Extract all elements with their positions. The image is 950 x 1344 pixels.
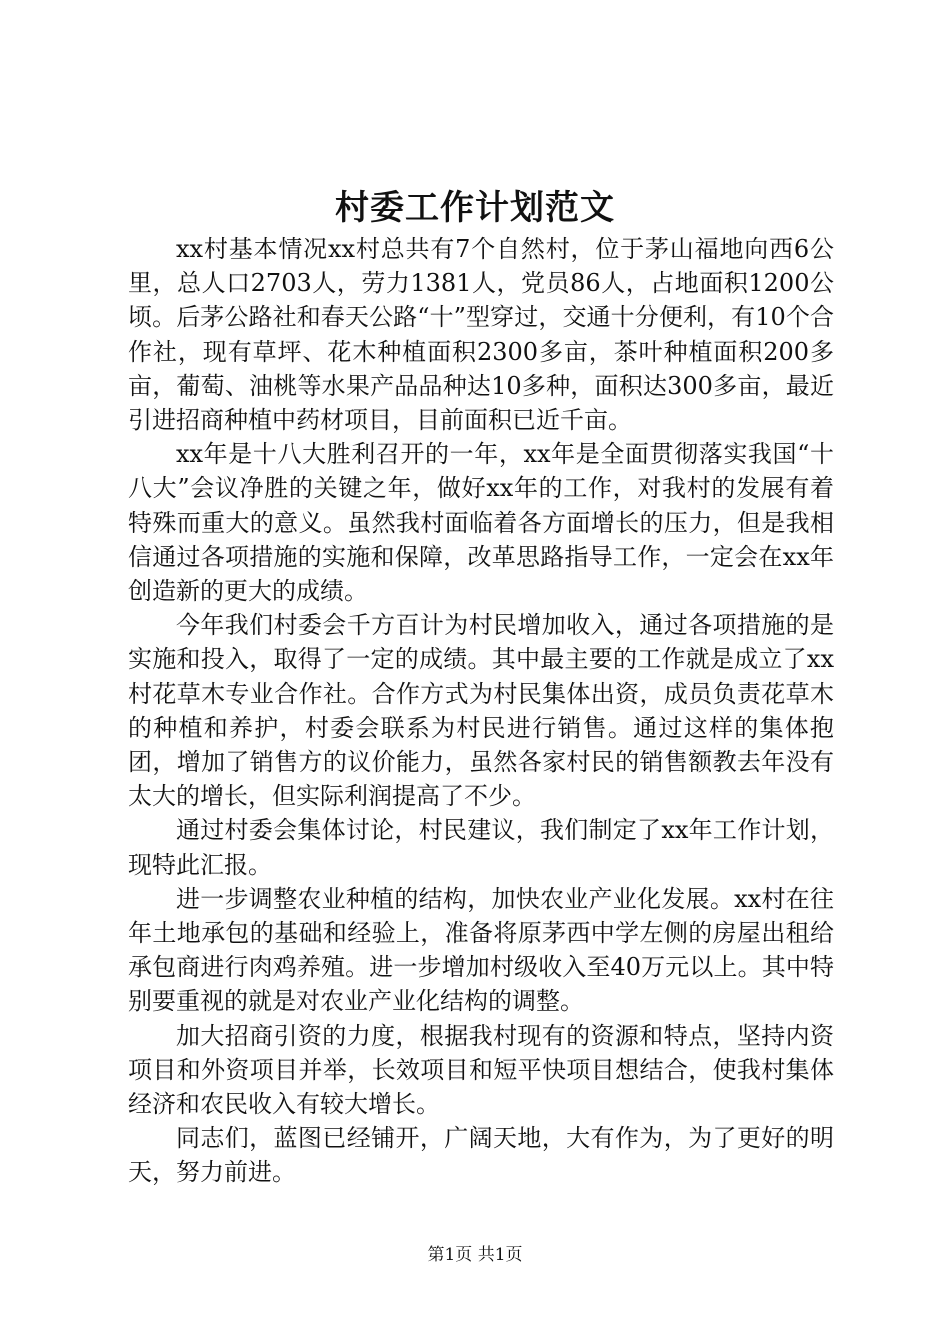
paragraph-2: xx年是十八大胜利召开的一年，xx年是全面贯彻落实我国“十八大”会议净胜的关键之年，做好xx年的工作，对我村的发展有着特殊而重大的意义。虽然我村面临着各方面增长的压力，但是我相信通过各项措施的实施和保障，改革思路指导工作，一定会在xx年创造新的更大的成绩。 — [128, 440, 834, 606]
paragraph-6: 加大招商引资的力度，根据我村现有的资源和特点，坚持内资项目和外资项目并举，长效项目和短平快项目想结合，使我村集体经济和农民收入有较大增长。 — [128, 1021, 834, 1119]
document-body — [128, 232, 834, 1190]
paragraph-4: 通过村委会集体讨论，村民建议，我们制定了xx年工作计划，现特此汇报。 — [128, 816, 834, 879]
paragraph-5: 进一步调整农业种植的结构，加快农业产业化发展。xx村在往年土地承包的基础和经验上，准备将原茅西中学左侧的房屋出租给承包商进行肉鸡养殖。进一步增加村级收入至40万元以上。其中特别要重视的就是对农业产业化结构的调整。 — [128, 884, 834, 1016]
paragraph-1: xx村基本情况xx村总共有7个自然村，位于茅山福地向西6公里，总人口2703人，劳力1381人，党员86人，占地面积1200公顷。后茅公路社和春天公路“十”型穿过，交通十分便利，有10个合作社，现有草坪、花木种植面积2300多亩，茶叶种植面积200多亩，葡萄、油桃等水果产品品种达10多种，面积达300多亩，最近引进招商种植中药材项目，目前面积已近千亩。 — [128, 235, 834, 435]
document-title: 村委工作计划范文 — [335, 188, 615, 228]
paragraph-3: 今年我们村委会千方百计为村民增加收入，通过各项措施的是实施和投入，取得了一定的成绩。其中最主要的工作就是成立了xx村花草木专业合作社。合作方式为村民集体出资，成员负责花草木的种植和养护，村委会联系为村民进行销售。通过这样的集体抱团，增加了销售方的议价能力，虽然各家村民的销售额教去年没有太大的增长，但实际利润提高了不少。 — [128, 611, 834, 811]
paragraph-7: 同志们，蓝图已经铺开，广阔天地，大有作为，为了更好的明天，努力前进。 — [128, 1124, 834, 1187]
page-footer: 第1页 共1页 — [427, 1245, 523, 1265]
